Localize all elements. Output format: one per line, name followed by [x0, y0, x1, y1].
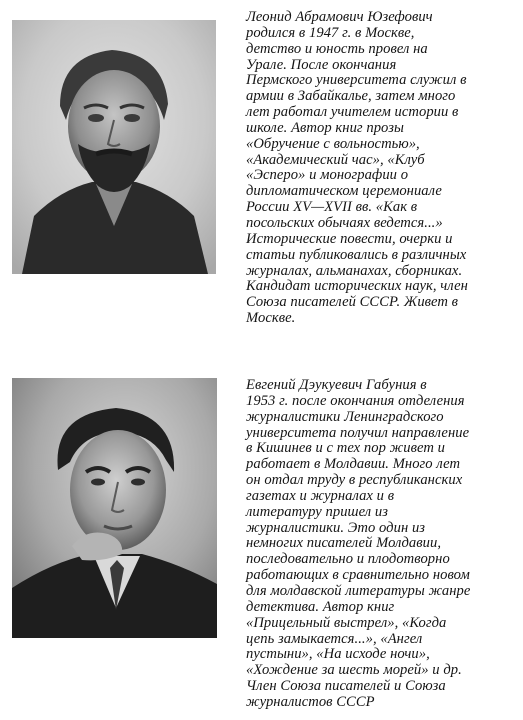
bio-line: армии в Забайкалье, затем много	[246, 88, 456, 105]
bio-line: университета получил направление	[246, 424, 470, 441]
bio-line: Москве.	[246, 310, 296, 327]
bio-line: Кандидат исторических наук, член	[246, 278, 468, 295]
bio-line: газетах и журналах и в	[246, 487, 395, 504]
bio-line: «Прицельный выстрел», «Когда	[246, 614, 447, 631]
bio-line: статьи публиковались в различных	[246, 246, 467, 263]
bio-line: школе. Автор книг прозы	[246, 119, 404, 136]
bio-line: родился в 1947 г. в Москве,	[246, 24, 415, 41]
author-bio-1	[246, 10, 518, 327]
bio-line: работающих в сравнительно новом	[246, 567, 470, 584]
bio-line: 1953 г. после окончания отделения	[246, 392, 465, 409]
bio-line: «Академический час», «Клуб	[246, 151, 425, 168]
bio-line: журналистики Ленинградского	[246, 408, 444, 425]
bio-line: журналистики. Это один из	[246, 519, 426, 536]
bio-line: работает в Молдавии. Много лет	[246, 456, 461, 473]
portrait-1-image	[12, 20, 216, 274]
bio-line: Член Союза писателей и Союза	[246, 678, 446, 695]
author-portrait-2	[12, 378, 217, 638]
bio-line: он отдал труду в республиканских	[246, 472, 463, 489]
portrait-2-image	[12, 378, 217, 638]
bio-line: детектива. Автор книг	[246, 598, 395, 615]
bio-line: Евгений Дэукуевич Габуния в	[246, 377, 427, 393]
bio-line: пустыни», «На исходе ночи»,	[246, 646, 430, 663]
bio-line: дипломатическом церемониале	[246, 183, 442, 200]
bio-line: журналах, альманахах, сборниках.	[246, 262, 463, 279]
bio-line: России XV—XVII вв. «Как в	[246, 199, 418, 216]
bio-line: «Обручение с вольностью»,	[246, 135, 420, 152]
bio-line: журналистов СССР	[246, 693, 375, 710]
bio-line: Союза писателей СССР. Живет в	[246, 294, 459, 311]
bio-line: «Хождение за шесть морей» и др.	[246, 662, 462, 679]
bio-line: Урале. После окончания	[246, 56, 397, 73]
bio-line: Пермского университета служил в	[246, 72, 467, 89]
author-bio-2	[246, 378, 518, 711]
bio-line: цепь замыкается...», «Ангел	[246, 630, 423, 647]
bio-line: литературу пришел из	[246, 503, 388, 520]
bio-line: Леонид Абрамович Юзефович	[246, 9, 433, 25]
bio-line: Исторические повести, очерки и	[246, 230, 453, 247]
bio-line: «Эсперо» и монографии о	[246, 167, 409, 184]
bio-line: в Кишинев и с тех пор живет и	[246, 440, 445, 457]
bio-line: для молдавской литературы жанре	[246, 582, 471, 599]
bio-line: посольских обычаях ведется...»	[246, 214, 443, 231]
bio-line: лет работал учителем истории в	[246, 104, 459, 121]
bio-line: немногих писателей Молдавии,	[246, 535, 442, 552]
bio-line: детство и юность провел на	[246, 40, 428, 57]
bio-line: последовательно и плодотворно	[246, 551, 450, 568]
author-portrait-1	[12, 20, 216, 274]
